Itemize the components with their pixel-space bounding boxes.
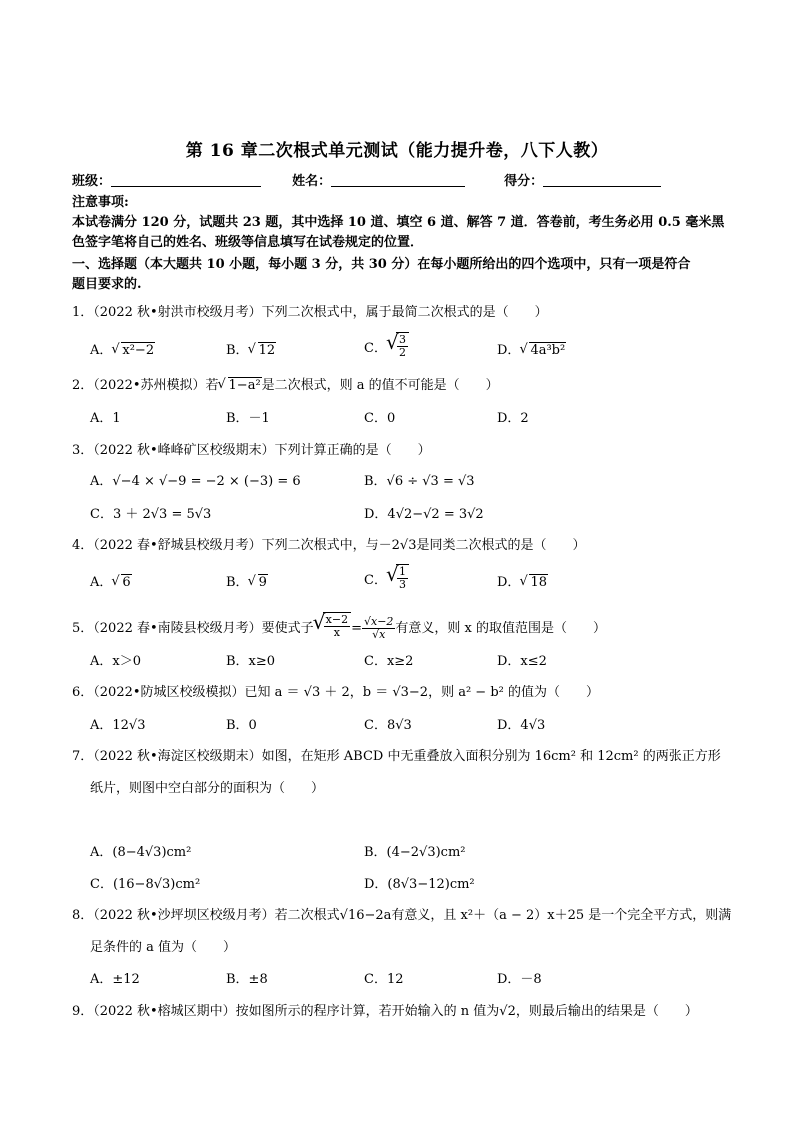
score-label: 得分： bbox=[504, 174, 544, 189]
class-label: 班级： bbox=[72, 174, 112, 189]
question-7-stem-1: 7．（2022 秋•海淀区校级期末）如图，在矩形 ABCD 中无重叠放入面积分别为 16cm² 和 12cm² 的两张正方形 bbox=[72, 749, 721, 764]
notice-line-2: 色签字笔将自己的姓名、班级等信息填写在试卷规定的位置． bbox=[72, 235, 424, 250]
section-heading-2: 题目要求的. bbox=[72, 277, 142, 292]
class-blank[interactable] bbox=[111, 172, 261, 187]
q3-option-b[interactable]: B．√6 ÷ √3 = √3 bbox=[364, 474, 475, 489]
q8-option-c[interactable]: C．12 bbox=[364, 972, 404, 987]
q1-option-c[interactable]: C． √ $\frac{3}{2}$ bbox=[364, 334, 409, 359]
q6-option-b[interactable]: B．0 bbox=[226, 718, 257, 733]
question-9-stem: 9．（2022 秋•榕城区期中）按如图所示的程序计算，若开始输入的 n 值为√2，则最后输出的结果是（ ） bbox=[72, 1004, 698, 1019]
q7-option-a[interactable]: A．(8−4√3)cm² bbox=[90, 845, 192, 860]
q2-option-d[interactable]: D．2 bbox=[497, 411, 529, 426]
notice-line-1: 本试卷满分 120 分，试题共 23 题，其中选择 10 道、填空 6 道、解答 7 道．答卷前，考生务必用 0.5 毫米黑 bbox=[72, 215, 725, 230]
q2-option-b[interactable]: B．－1 bbox=[226, 411, 270, 426]
notice-heading: 注意事项: bbox=[72, 195, 129, 210]
q5-option-b[interactable]: B．x≥0 bbox=[226, 654, 276, 669]
q4-option-d[interactable]: D．√ 18 bbox=[497, 574, 548, 592]
q5-option-c[interactable]: C．x≥2 bbox=[364, 654, 414, 669]
question-6-stem: 6．（2022•防城区校级模拟）已知 a ＝ √3 ＋ 2，b ＝ √3−2，则 a² − b² 的值为（ ） bbox=[72, 685, 599, 700]
name-blank[interactable] bbox=[331, 172, 465, 187]
question-8-stem-2: 足条件的 a 值为（ ） bbox=[90, 940, 237, 955]
q1-option-a[interactable]: A．√ x²−2 bbox=[90, 342, 155, 360]
name-label: 姓名： bbox=[292, 174, 332, 189]
q7-option-c[interactable]: C．(16−8√3)cm² bbox=[90, 877, 201, 892]
q3-option-a[interactable]: A．√−4 × √−9 = −2 × (−3) = 6 bbox=[90, 474, 301, 489]
question-5-stem: 5．（2022 春•南陵县校级月考）要使式子 √ $\frac{x-2}{x}$ = $\frac{√x-2}{√x}$ 有意义，则 x 的取值范围是（ ） bbox=[72, 614, 606, 641]
q7-option-b[interactable]: B．(4−2√3)cm² bbox=[364, 845, 466, 860]
q6-option-d[interactable]: D．4√3 bbox=[497, 718, 546, 733]
q3-option-c[interactable]: C．3 ＋ 2√3 = 5√3 bbox=[90, 507, 212, 522]
q2-option-c[interactable]: C．0 bbox=[364, 411, 396, 426]
question-4-stem: 4．（2022 春•舒城县校级月考）下列二次根式中，与－2√3是同类二次根式的是（ ） bbox=[72, 538, 586, 553]
q1-option-b[interactable]: B．√ 12 bbox=[226, 342, 276, 360]
q8-option-d[interactable]: D．－8 bbox=[497, 972, 542, 987]
question-7-stem-2: 纸片，则图中空白部分的面积为（ ） bbox=[90, 781, 325, 796]
q4-option-b[interactable]: B．√ 9 bbox=[226, 574, 268, 592]
q8-option-b[interactable]: B．±8 bbox=[226, 972, 268, 987]
q6-option-a[interactable]: A．12√3 bbox=[90, 718, 146, 733]
q5-option-d[interactable]: D．x≤2 bbox=[497, 654, 547, 669]
question-3-stem: 3．（2022 秋•峰峰矿区校级期末）下列计算正确的是（ ） bbox=[72, 443, 431, 458]
q2-option-a[interactable]: A．1 bbox=[90, 411, 121, 426]
question-1-stem: 1．（2022 秋•射洪市校级月考）下列二次根式中，属于最简二次根式的是（ ） bbox=[72, 305, 548, 320]
score-blank[interactable] bbox=[543, 172, 661, 187]
question-2-stem: 2．（2022•苏州模拟）若√ 1−a²是二次根式，则 a 的值不可能是（ ） bbox=[72, 377, 499, 395]
q5-option-a[interactable]: A．x＞0 bbox=[90, 654, 141, 669]
q3-option-d[interactable]: D．4√2−√2 = 3√2 bbox=[364, 507, 484, 522]
q6-option-c[interactable]: C．8√3 bbox=[364, 718, 412, 733]
q7-option-d[interactable]: D．(8√3−12)cm² bbox=[364, 877, 475, 892]
q1-option-d[interactable]: D．√ 4a³b² bbox=[497, 342, 566, 360]
student-info-row bbox=[72, 172, 661, 191]
exam-title: 第 16 章二次根式单元测试（能力提升卷，八下人教） bbox=[185, 141, 609, 161]
q4-option-c[interactable]: C． √ $\frac{1}{3}$ bbox=[364, 566, 409, 591]
q4-option-a[interactable]: A．√ 6 bbox=[90, 574, 132, 592]
question-8-stem-1: 8．（2022 秋•沙坪坝区校级月考）若二次根式√16−2a有意义，且 x²＋（a − 2）x＋25 是一个完全平方式，则满 bbox=[72, 908, 732, 923]
q8-option-a[interactable]: A．±12 bbox=[90, 972, 140, 987]
section-heading-1: 一、选择题（本大题共 10 小题，每小题 3 分，共 30 分）在每小题所给出的四个选项中，只有一项是符合 bbox=[72, 257, 691, 272]
